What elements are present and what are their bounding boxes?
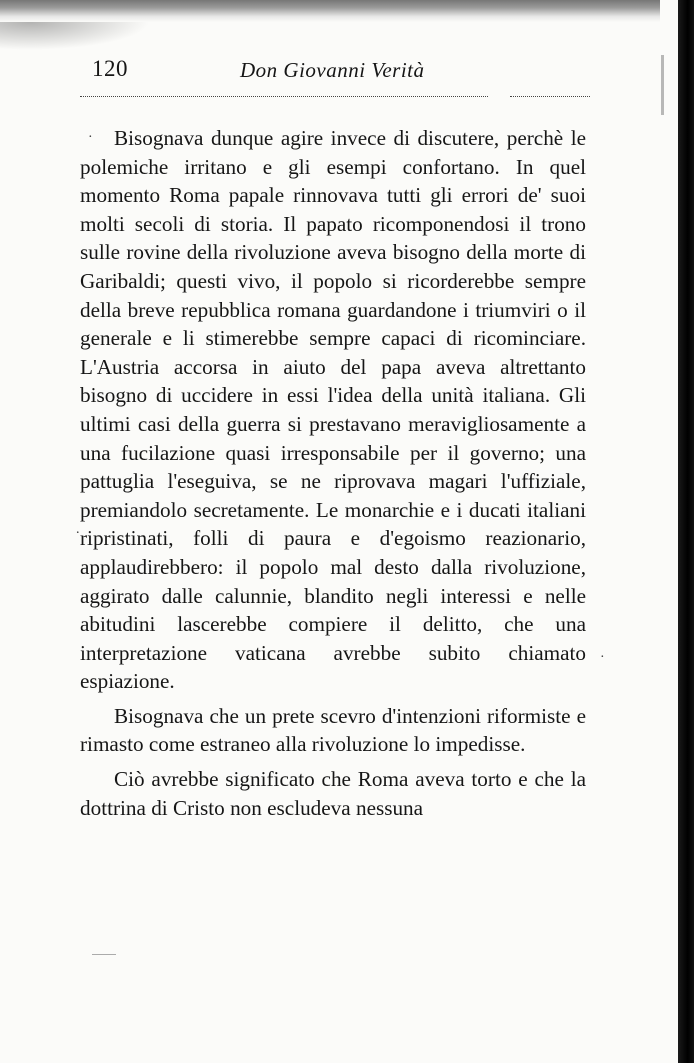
paragraph-3: Ciò avrebbe significato che Roma aveva torto e che la dottrina di Cristo non escludeva nessuna bbox=[80, 767, 586, 820]
body-text bbox=[80, 124, 586, 822]
margin-dot: · bbox=[600, 650, 605, 665]
footer-smudge bbox=[92, 954, 116, 955]
paragraph-1: Bisognava dunque agire invece di discutere, perchè le polemiche irritano e gli esempi confortano. In quel momento Roma papale rinnovava tutti gli errori de' suoi molti secoli di storia. Il papato ricomponendosi il trono sulle rovine della rivoluzione aveva bisogno della morte di Garibaldi; questi vivo, il popolo si ricorderebbe sempre della breve repubblica romana guardandone i triumviri o il generale e li stimerebbe sempre capaci di ricominciare. L'Austria accorsa in aiuto del papa aveva altrettanto bisogno di uccidere in essi l'idea della unità italiana. Gli ultimi casi della guerra si prestavano meravigliosamente a una fucilazione quasi irresponsabile per il governo; una pattuglia l'eseguiva, se ne riprovava magari l'uffiziale, premiandolo secretamente. Le monarchie e i ducati italiani ripristinati, folli di paura e d'egoismo reazionario, applaudirebbero: il popolo mal desto dalla rivoluzione, aggirato dalle calunnie, blandito negli interessi e nelle abitudini lascerebbe compiere il delitto, che una interpretazione vaticana avrebbe subito chiamato espiazione. bbox=[80, 126, 586, 694]
margin-dot: . bbox=[76, 522, 80, 537]
running-title: Don Giovanni Verità bbox=[240, 58, 425, 82]
header-rule-right bbox=[510, 96, 590, 97]
scan-shadow-top bbox=[0, 0, 660, 22]
scan-speckle bbox=[0, 22, 150, 50]
margin-dot: · bbox=[88, 130, 93, 145]
header-rule bbox=[80, 96, 488, 97]
paragraph-2: Bisognava che un prete scevro d'intenzioni riformiste e rimasto come estraneo alla rivoluzione lo impedisse. bbox=[80, 703, 586, 757]
page-edge-shadow bbox=[678, 0, 694, 1063]
page-number: 120 bbox=[92, 56, 128, 81]
running-header bbox=[92, 50, 592, 84]
page-edge-mark bbox=[661, 55, 664, 115]
